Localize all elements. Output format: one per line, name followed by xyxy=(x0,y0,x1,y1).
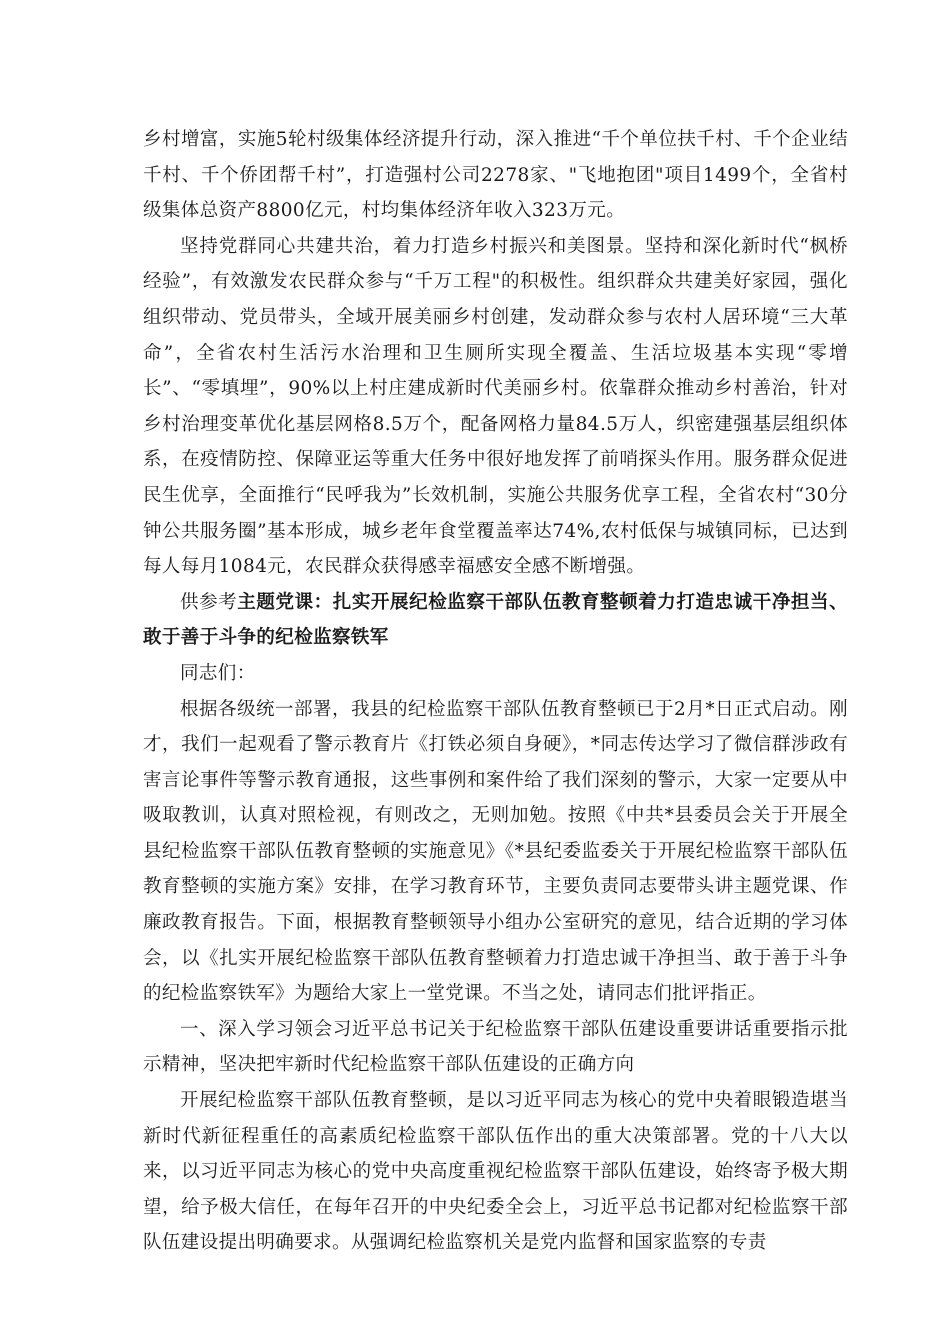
salutation: 同志们： xyxy=(180,662,256,684)
lecture-title xyxy=(143,585,848,656)
title-text: 主题党课：扎实开展纪检监察干部队伍教育整顿着力打造忠诚干净担当、敢于善于斗争的纪检监察铁军 xyxy=(143,591,848,649)
paragraph-party-masses: 坚持党群同心共建共治，着力打造乡村振兴和美图景。坚持和深化新时代“枫桥经验”，有效激发农民群众参与“千万工程"的积极性。组织群众共建美好家园，强化组织带动、党员带头，全域开展美丽乡村创建，发动群众参与农村人居环境“三大革命”，全省农村生活污水治理和卫生厕所实现全覆盖、生活垃圾基本实现“零增长”、“零填埋”，90%以上村庄建成新时代美丽乡村。依靠群众推动乡村善治，针对乡村治理变革优化基层网格8.5万个，配备网格力量84.5万人，织密建强基层组织体系，在疫情防控、保障亚运等重大任务中很好地发挥了前哨探头作用。服务群众促进民生优享，全面推行“民呼我为”长效机制，实施公共服务优享工程，全省农村“30分钟公共服务圈”基本形成，城乡老年食堂覆盖率达74%,农村低保与城镇同标，已达到每人每月1084元，农民群众获得感幸福感安全感不断增强。 xyxy=(143,235,848,578)
title-prefix: 供参考 xyxy=(180,591,238,613)
paragraph-introduction: 根据各级统一部署，我县的纪检监察干部队伍教育整顿已于2月*日正式启动。刚才，我们一起观看了警示教育片《打铁必须自身硬》，*同志传达学习了微信群涉政有害言论事件等警示教育通报，这些事例和案件给了我们深刻的警示，大家一定要从中吸取教训，认真对照检视，有则改之，无则加勉。按照《中共*县委员会关于开展全县纪检监察干部队伍教育整顿的实施意见》《*县纪委监委关于开展纪检监察干部队伍教育整顿的实施方案》安排，在学习教育环节，主要负责同志要带头讲主题党课、作廉政教育报告。下面，根据教育整顿领导小组办公室研究的意见，结合近期的学习体会，以《扎实开展纪检监察干部队伍教育整顿着力打造忠诚干净担当、敢于善于斗争的纪检监察铁军》为题给大家上一堂党课。不当之处，请同志们批评指正。 xyxy=(143,698,848,1005)
section-heading-one: 一、深入学习领会习近平总书记关于纪检监察干部队伍建设重要讲话重要指示批示精神，坚决把牢新时代纪检监察干部队伍建设的正确方向 xyxy=(143,1018,848,1076)
paragraph-section-one: 开展纪检监察干部队伍教育整顿，是以习近平同志为核心的党中央着眼锻造堪当新时代新征程重任的高素质纪检监察干部队伍作出的重大决策部署。党的十八大以来，以习近平同志为核心的党中央高度重视纪检监察干部队伍建设，始终寄予极大期望，给予极大信任，在每年召开的中央纪委全会上，习近平总书记都对纪检监察干部队伍建设提出明确要求。从强调纪检监察机关是党内监督和国家监察的专责 xyxy=(143,1090,848,1254)
document-body xyxy=(143,122,848,1261)
paragraph-village-economy: 乡村增富，实施5轮村级集体经济提升行动，深入推进“千个单位扶千村、千个企业结千村、千个侨团帮千村”，打造强村公司2278家、"飞地抱团"项目1499个，全省村级集体总资产8800亿元，村均集体经济年收入323万元。 xyxy=(143,129,848,222)
